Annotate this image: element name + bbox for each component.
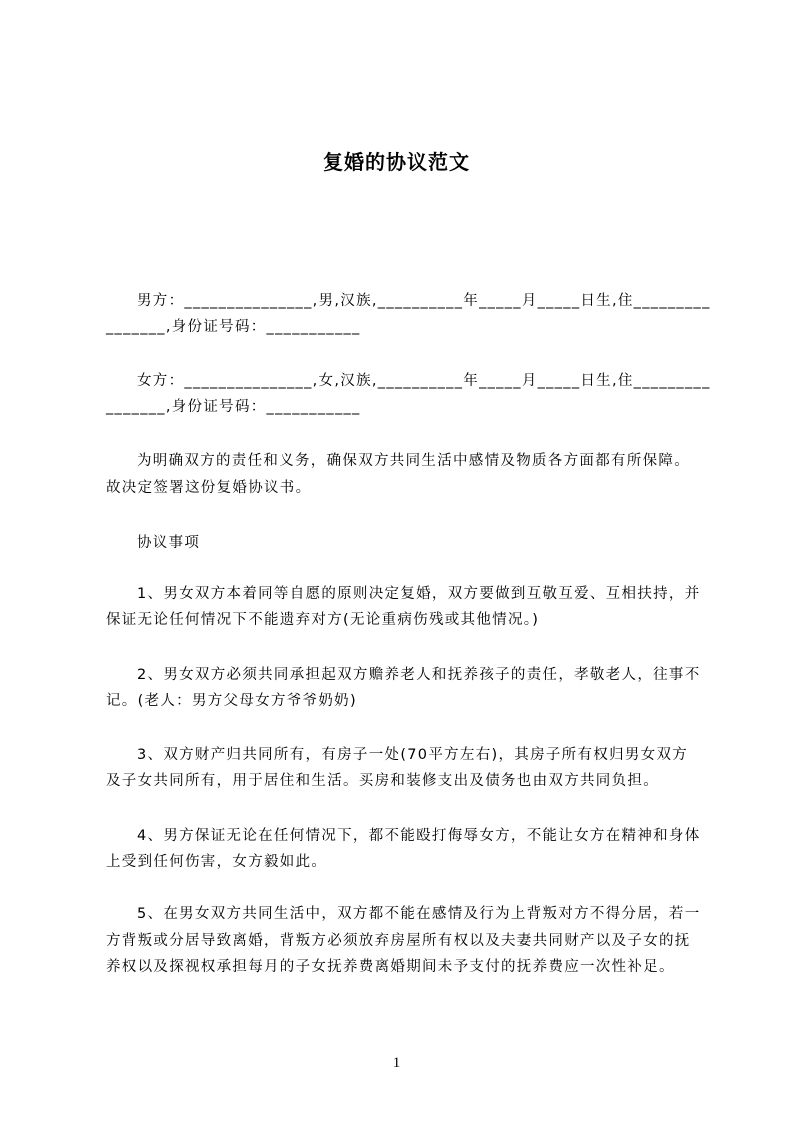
section-heading: 协议事项 bbox=[137, 535, 201, 551]
clause-4-line-2: 上受到任何伤害，女方毅如此。 bbox=[106, 854, 328, 870]
preamble-line-2: 故决定签署这份复婚协议书。 bbox=[106, 480, 312, 496]
female-party-line-2: _______,身份证号码：___________ bbox=[106, 399, 361, 415]
clause-1-line-2: 保证无论任何情况下不能遗弃对方(无论重病伤残或其他情况。) bbox=[106, 612, 540, 628]
clause-5-line-2: 方背叛或分居导致离婚，背叛方必须放弃房屋所有权以及夫妻共同财产以及子女的抚 bbox=[106, 933, 691, 949]
clause-3-line-1: 3、双方财产归共同所有，有房子一处(70平方左右)，其房子所有权归男女双方 bbox=[137, 747, 689, 763]
preamble-line-1: 为明确双方的责任和义务，确保双方共同生活中感情及物质各方面都有所保障。 bbox=[137, 453, 690, 469]
page-number: 1 bbox=[392, 1055, 401, 1071]
clause-3-line-2: 及子女共同所有，用于居住和生活。买房和装修支出及债务也由双方共同负担。 bbox=[106, 773, 659, 789]
clause-2-line-1: 2、男女双方必须共同承担起双方赡养老人和抚养孩子的责任，孝敬老人，往事不 bbox=[137, 667, 701, 683]
clause-2-line-2: 记。(老人：男方父母女方爷爷奶奶) bbox=[106, 693, 357, 709]
male-party-line-2: _______,身份证号码：___________ bbox=[106, 319, 361, 335]
document-title: 复婚的协议范文 bbox=[323, 150, 470, 174]
male-party-line-1: 男方：_______________,男,汉族,__________年_____月_____日生,住_________ bbox=[137, 293, 711, 309]
female-party-line-1: 女方：_______________,女,汉族,__________年_____月_____日生,住_________ bbox=[137, 373, 711, 389]
clause-4-line-1: 4、男方保证无论在任何情况下，都不能殴打侮辱女方，不能让女方在精神和身体 bbox=[137, 828, 701, 844]
clause-5-line-3: 养权以及探视权承担每月的子女抚养费离婚期间未予支付的抚养费应一次性补足。 bbox=[106, 959, 675, 975]
clause-1-line-1: 1、男女双方本着同等自愿的原则决定复婚，双方要做到互敬互爱、互相扶持，并 bbox=[137, 586, 701, 602]
clause-5-line-1: 5、在男女双方共同生活中，双方都不能在感情及行为上背叛对方不得分居，若一 bbox=[137, 906, 701, 922]
